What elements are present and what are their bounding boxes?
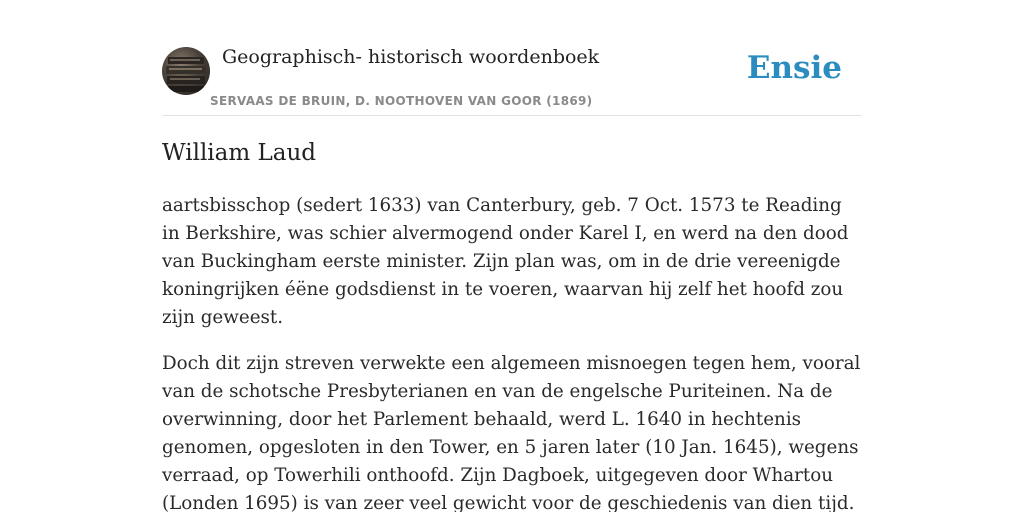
header bbox=[162, 40, 862, 116]
entry-paragraph: aartsbisschop (sedert 1633) van Canterbury, geb. 7 Oct. 1573 te Reading in Berkshire, was schier alvermogend onder Karel I, en werd na den dood van Buckingham eerste minister. Zijn plan was, om in de drie vereenigde koningrijken éëne godsdienst in te voeren, waarvan hij zelf het hoofd zou zijn geweest. bbox=[162, 195, 849, 328]
entry-title: William Laud bbox=[162, 140, 317, 166]
book-title[interactable]: Geographisch- historisch woordenboek bbox=[222, 46, 600, 68]
entry-body bbox=[162, 192, 862, 512]
book-cover-avatar[interactable] bbox=[162, 47, 210, 95]
book-authors: SERVAAS DE BRUIN, D. NOOTHOVEN VAN GOOR (1869) bbox=[210, 94, 593, 108]
book-stack-icon bbox=[162, 47, 210, 95]
ensie-logo[interactable]: Ensie bbox=[746, 50, 842, 86]
entry-paragraph: Doch dit zijn streven verwekte een algemeen misnoegen tegen hem, vooral van de schotsche Presbyterianen en van de engelsche Puriteinen. Na de overwinning, door het Parlement behaald, werd L. 1640 in hechtenis genomen, opgesloten in den Tower, en 5 jaren later (10 Jan. 1645), wegens verraad, op Towerhili onthoofd. Zijn Dagboek, uitgegeven door Whartou (Londen 1695) is van zeer veel gewicht voor de geschiedenis van dien tijd. bbox=[162, 353, 861, 512]
